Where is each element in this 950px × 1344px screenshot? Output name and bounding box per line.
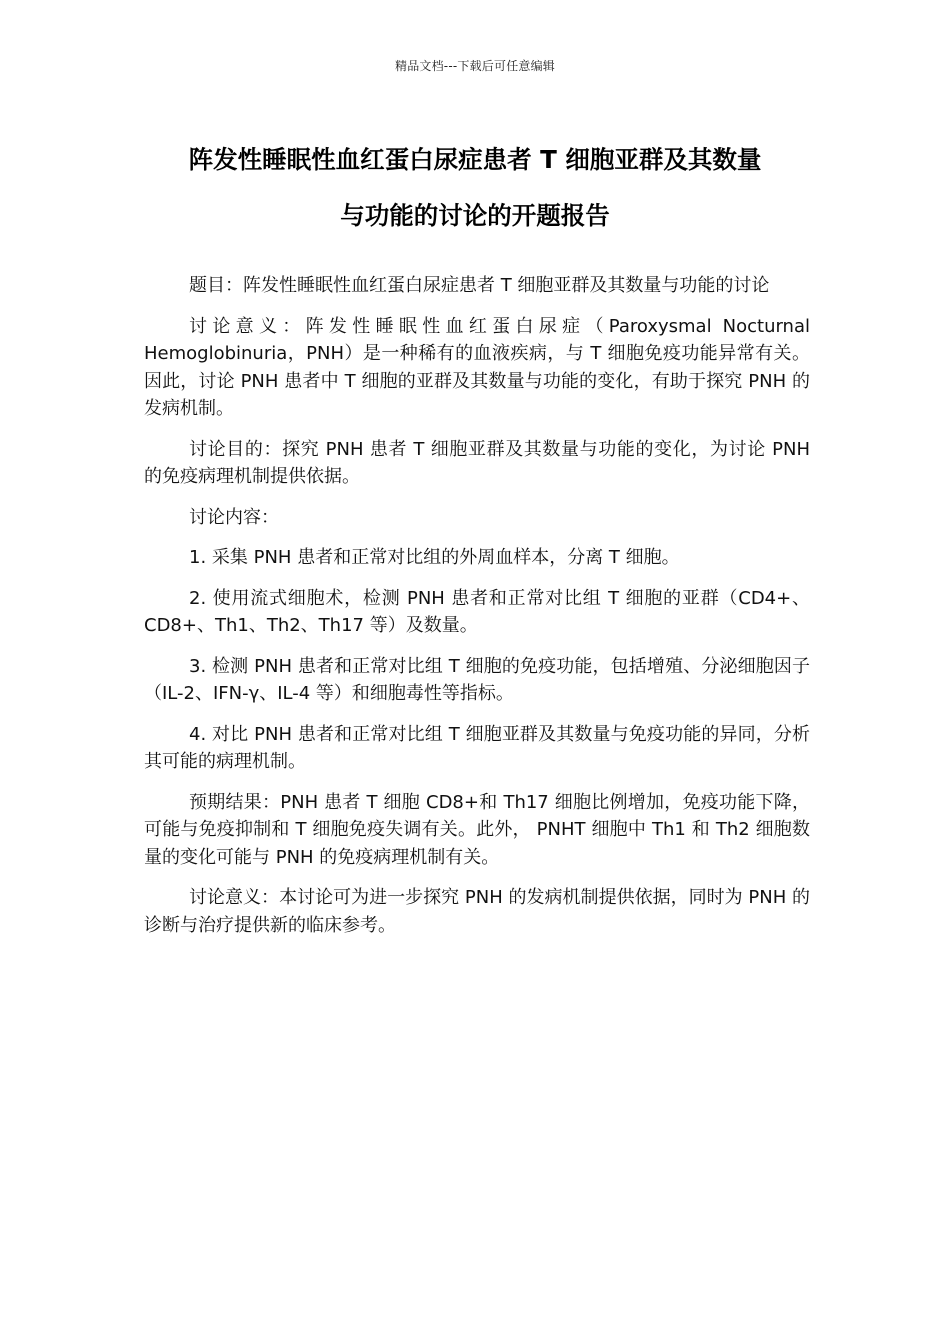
document-body [144, 272, 810, 952]
document-title [120, 132, 830, 244]
paragraph-purpose: 讨论目的：探究 PNH 患者 T 细胞亚群及其数量与功能的变化，为讨论 PNH 的免疫病理机制提供依据。 [144, 438, 810, 487]
paragraph-topic: 题目：阵发性睡眠性血红蛋白尿症患者 T 细胞亚群及其数量与功能的讨论 [189, 275, 770, 296]
header-note: 精品文档---下载后可任意编辑 [395, 59, 555, 73]
title-line-1: 阵发性睡眠性血红蛋白尿症患者 T 细胞亚群及其数量 [188, 145, 762, 174]
paragraph-expected-results: 预期结果：PNH 患者 T 细胞 CD8+和 Th17 细胞比例增加，免疫功能下降，可能与免疫抑制和 T 细胞免疫失调有关。此外， PNHT 细胞中 Th1 和 Th2 细胞数量的变化可能与 PNH 的免疫病理机制有关。 [144, 791, 810, 868]
title-line-2: 与功能的讨论的开题报告 [340, 201, 610, 230]
paragraph-significance: 讨论意义：阵发性睡眠性血红蛋白尿症（Paroxysmal Nocturnal Hemoglobinuria，PNH）是一种稀有的血液疾病，与 T 细胞免疫功能异常有关。因此，讨论 PNH 患者中 T 细胞的亚群及其数量与功能的变化，有助于探究 PNH 的发病机制。 [144, 315, 810, 419]
list-item-step-2: 2. 使用流式细胞术，检测 PNH 患者和正常对比组 T 细胞的亚群（CD4+、CD8+、Th1、Th2、Th17 等）及数量。 [144, 587, 810, 636]
paragraph-content-heading: 讨论内容： [189, 506, 279, 528]
list-item-step-3: 3. 检测 PNH 患者和正常对比组 T 细胞的免疫功能，包括增殖、分泌细胞因子（IL-2、IFN-γ、IL-4 等）和细胞毒性等指标。 [144, 655, 810, 704]
list-item-step-1: 1. 采集 PNH 患者和正常对比组的外周血样本，分离 T 细胞。 [189, 547, 680, 568]
list-item-step-4: 4. 对比 PNH 患者和正常对比组 T 细胞亚群及其数量与免疫功能的异同，分析其可能的病理机制。 [144, 723, 810, 772]
paragraph-conclusion: 讨论意义：本讨论可为进一步探究 PNH 的发病机制提供依据，同时为 PNH 的诊断与治疗提供新的临床参考。 [144, 887, 810, 936]
